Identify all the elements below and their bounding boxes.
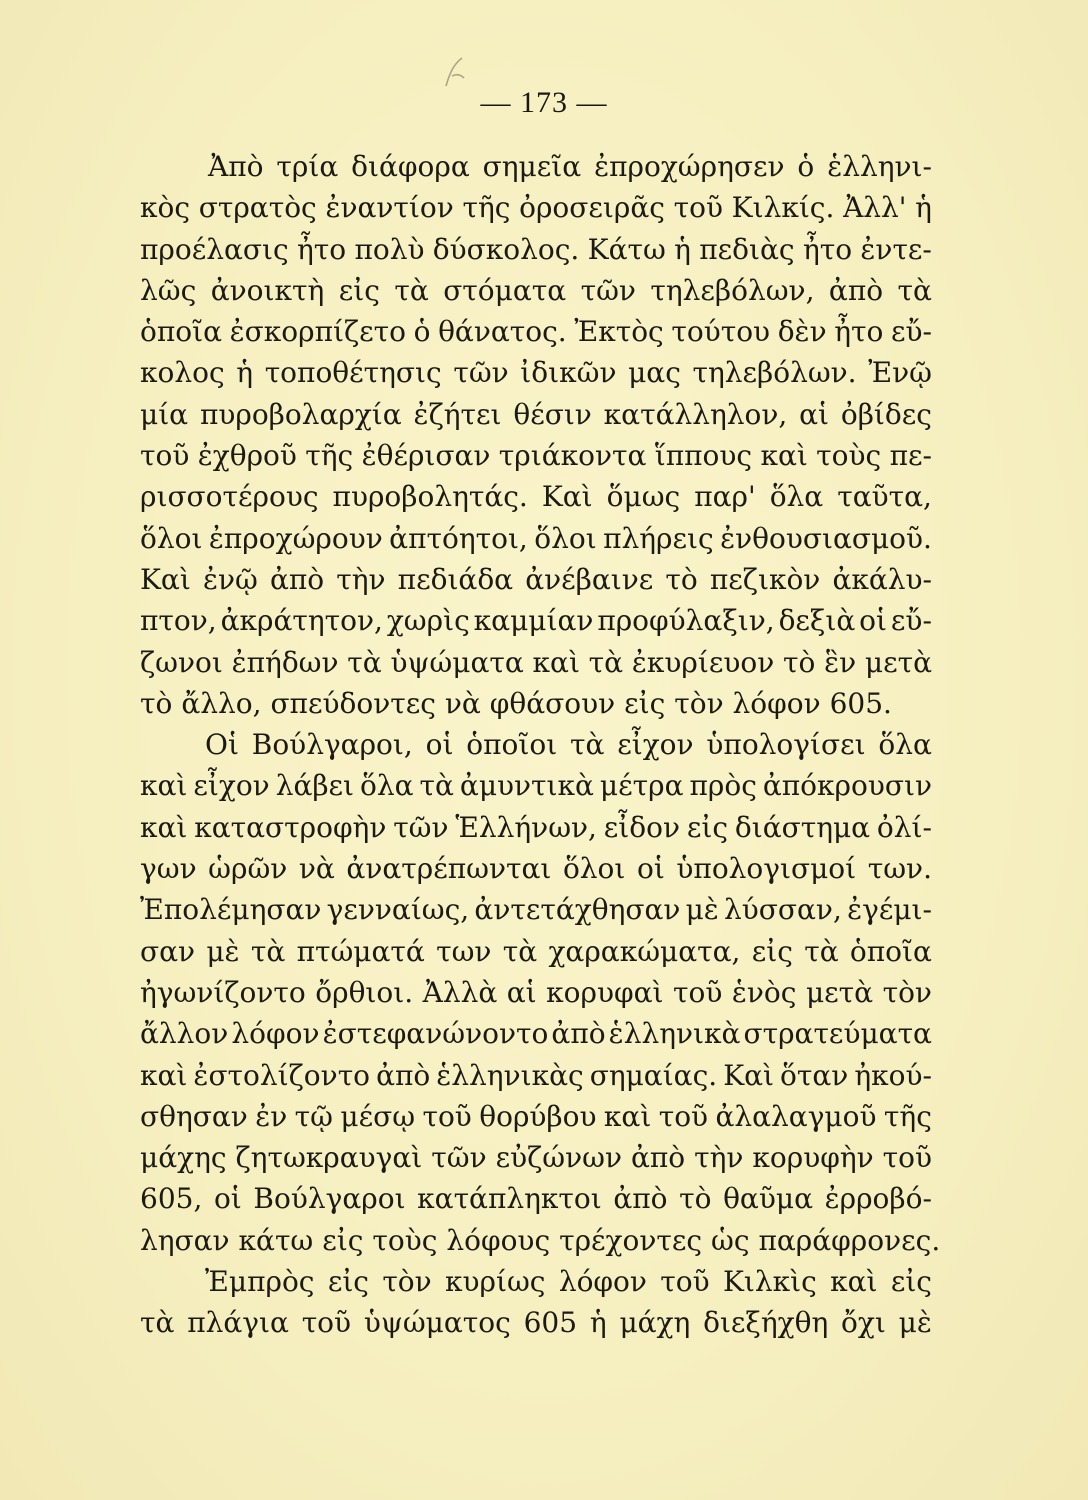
text-line: ἠγωνίζοντο ὄρθιοι. Ἀλλὰ αἱ κορυφαὶ τοῦ ἑνὸς μετὰ τὸν [140,975,932,1009]
text-line: Ἐπολέμησαν γενναίως, ἀντετάχθησαν μὲ λύσσαν, ἐγέμι- [140,893,932,927]
text-line: προέλασις ἦτο πολὺ δύσκολος. Κάτω ἡ πεδιὰς ἦτο ἐντε- [140,232,932,266]
text-line: γων ὡρῶν νὰ ἀνατρέπωνται ὅλοι οἱ ὑπολογισμοί των. [140,852,932,886]
text-line: σαν μὲ τὰ πτώματά των τὰ χαρακώματα, εἰς τὰ ὁποῖα [140,934,932,968]
text-line: κὸς στρατὸς ἐναντίον τῆς ὀροσειρᾶς τοῦ Κιλκίς. Ἀλλ' ἡ [140,191,932,225]
text-line: τὸ ἄλλο, σπεύδοντες νὰ φθάσουν εἰς τὸν λόφον 605. [140,686,892,720]
text-line: ζωνοι ἐπήδων τὰ ὑψώματα καὶ τὰ ἐκυρίευον τὸ ἓν μετὰ [140,645,932,679]
text-line: 605, οἱ Βούλγαροι κατάπληκτοι ἀπὸ τὸ θαῦμα ἐρροβό- [140,1182,932,1216]
text-line: ρισσοτέρους πυροβολητάς. Καὶ ὅμως παρ' ὅλα ταῦτα, [140,480,932,514]
page-number: — 173 — [480,86,608,119]
paragraph [140,1261,932,1344]
text-line: Ἀπὸ τρία διάφορα σημεῖα ἐπροχώρησεν ὁ ἑλληνι- [208,150,932,183]
paragraph [140,724,941,1261]
text-line: μία πυροβολαρχία ἐζήτει θέσιν κατάλληλον, αἱ ὀβίδες [140,397,932,431]
text-line: κολος ἡ τοποθέτησις τῶν ἰδικῶν μας τηλεβόλων. Ἐνῷ [140,356,932,390]
text-line: ὁποῖα ἐσκορπίζετο ὁ θάνατος. Ἐκτὸς τούτου δὲν ἦτο εὔ- [140,315,932,349]
text-line: μάχης ζητωκραυγαὶ τῶν εὐζώνων ἀπὸ τὴν κορυφὴν τοῦ [140,1141,932,1175]
text-line: Οἱ Βούλγαροι, οἱ ὁποῖοι τὰ εἶχον ὑπολογίσει ὅλα [205,728,932,762]
text-line: λῶς ἀνοικτὴ εἰς τὰ στόματα τῶν τηλεβόλων, ἀπὸ τὰ [140,273,932,307]
body-text [140,146,941,1344]
text-line: Καὶ ἐνῷ ἀπὸ τὴν πεδιάδα ἀνέβαινε τὸ πεζικὸν ἀκάλυ- [140,562,932,596]
text-line: λησαν κάτω εἰς τοὺς λόφους τρέχοντες ὡς παράφρονες. [140,1223,941,1257]
text-line: καὶ εἶχον λάβει ὅλα τὰ ἀμυντικὰ μέτρα πρὸς ἀπόκρουσιν [140,769,932,803]
text-line: σθησαν ἐν τῷ μέσῳ τοῦ θορύβου καὶ τοῦ ἀλαλαγμοῦ τῆς [140,1099,932,1133]
text-line: τὰ πλάγια τοῦ ὑψώματος 605 ἡ μάχη διεξήχθη ὄχι μὲ [140,1306,932,1340]
text-line: τοῦ ἐχθροῦ τῆς ἐθέρισαν τριάκοντα ἵππους καὶ τοὺς πε- [140,439,932,473]
text-line: καὶ ἐστολίζοντο ἀπὸ ἑλληνικὰς σημαίας. Καὶ ὅταν ἠκού- [140,1058,932,1092]
text-line: καὶ καταστροφὴν τῶν Ἑλλήνων, εἶδον εἰς διάστημα ὀλί- [140,810,932,844]
text-line: ἄλλον λόφον ἐστεφανώνοντο ἀπὸ ἑλληνικὰ στρατεύματα [140,1017,932,1051]
text-line: Ἐμπρὸς εἰς τὸν κυρίως λόφον τοῦ Κιλκὶς καὶ εἰς [205,1265,932,1299]
paragraph [140,146,932,724]
text-line: ὅλοι ἐπροχώρουν ἀπτόητοι, ὅλοι πλήρεις ἐνθουσιασμοῦ. [140,521,932,555]
text-line: πτον, ἀκράτητον, χωρὶς καμμίαν προφύλαξιν, δεξιὰ οἱ εὔ- [140,604,932,638]
